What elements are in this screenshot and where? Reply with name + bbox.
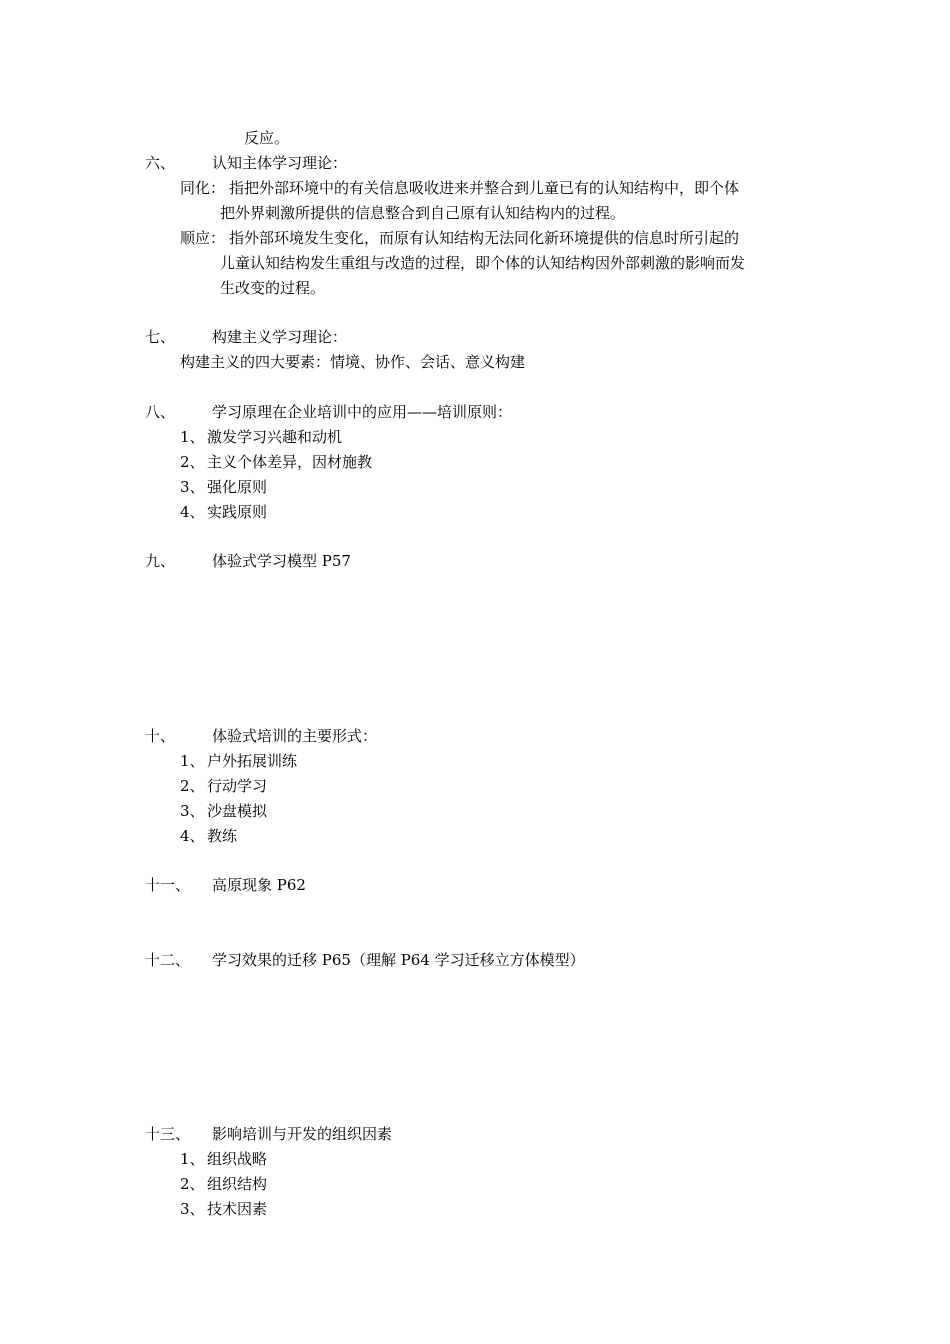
list-item-text: 组织结构 <box>207 1175 268 1193</box>
list-item-number: 2、 <box>180 777 205 795</box>
list-item-text: 组织战略 <box>207 1150 268 1168</box>
section-number: 七、 <box>145 328 176 346</box>
section-title: 学习原理在企业培训中的应用——培训原则： <box>212 403 513 421</box>
list-item-number: 1、 <box>180 1150 205 1168</box>
section-number: 十一、 <box>145 876 191 894</box>
list-item-text: 行动学习 <box>207 777 268 795</box>
section-number: 九、 <box>145 552 176 570</box>
list-item-number: 2、 <box>180 1175 205 1193</box>
section-title: 体验式培训的主要形式： <box>212 727 378 745</box>
term-label: 顺应： <box>180 229 226 247</box>
list-item-number: 4、 <box>180 503 205 521</box>
list-item-number: 3、 <box>180 802 205 820</box>
list-item-text: 教练 <box>207 827 238 845</box>
section-number: 十二、 <box>145 951 191 969</box>
definition-line: 指外部环境发生变化，而原有认知结构无法同化新环境提供的信息时所引起的 <box>229 229 740 247</box>
list-item-text: 技术因素 <box>207 1200 268 1218</box>
section-title: 构建主义学习理论： <box>212 328 348 346</box>
section-number: 十、 <box>145 727 176 745</box>
term-label: 同化： <box>180 179 226 197</box>
list-item-number: 4、 <box>180 827 205 845</box>
section-title: 影响培训与开发的组织因素 <box>212 1125 393 1143</box>
list-item-text: 实践原则 <box>207 503 268 521</box>
continuation-text: 反应。 <box>244 129 290 147</box>
section-number: 八、 <box>145 403 176 421</box>
section-title: 认知主体学习理论： <box>212 154 348 172</box>
definition-line: 把外界刺激所提供的信息整合到自己原有认知结构内的过程。 <box>220 204 626 222</box>
list-item-text: 强化原则 <box>207 478 268 496</box>
definition-line: 指把外部环境中的有关信息吸收进来并整合到儿童已有的认知结构中，即个体 <box>229 179 740 197</box>
list-item-number: 2、 <box>180 453 205 471</box>
section-title: 体验式学习模型 P57 <box>212 552 351 570</box>
list-item-text: 激发学习兴趣和动机 <box>207 428 343 446</box>
list-item-number: 3、 <box>180 478 205 496</box>
definition-line: 儿童认知结构发生重组与改造的过程，即个体的认知结构因外部刺激的影响而发 <box>220 254 746 272</box>
section-body: 构建主义的四大要素：情境、协作、会话、意义构建 <box>180 353 526 371</box>
list-item-number: 3、 <box>180 1200 205 1218</box>
list-item-text: 主义个体差异，因材施教 <box>207 453 373 471</box>
section-title: 高原现象 P62 <box>212 876 306 894</box>
section-title: 学习效果的迁移 P65（理解 P64 学习迁移立方体模型） <box>212 951 585 969</box>
definition-line: 生改变的过程。 <box>220 279 326 297</box>
section-number: 十三、 <box>145 1125 191 1143</box>
list-item-text: 户外拓展训练 <box>207 752 298 770</box>
list-item-number: 1、 <box>180 428 205 446</box>
list-item-number: 1、 <box>180 752 205 770</box>
section-number: 六、 <box>145 154 176 172</box>
list-item-text: 沙盘模拟 <box>207 802 268 820</box>
